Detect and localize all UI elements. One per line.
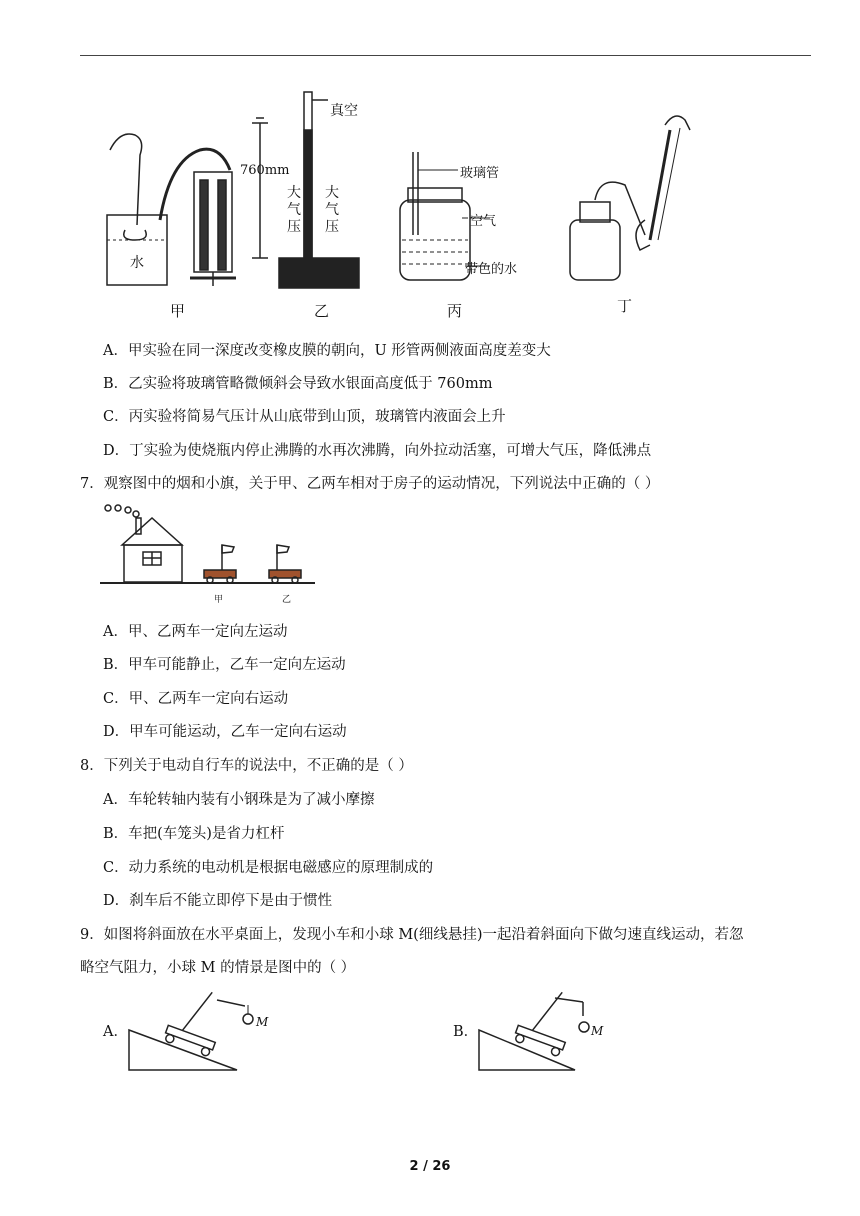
fig-bing-glass-tube-label: 玻璃管 (460, 166, 500, 181)
q7-car-b-label: 乙 (282, 595, 292, 605)
q8-option-a: A．车轮转轴内装有小钢珠是为了减小摩擦 (103, 792, 375, 808)
q8-stem: 8．下列关于电动自行车的说法中，不正确的是（ ） (80, 758, 413, 774)
q7-option-c: C．甲、乙两车一定向右运动 (103, 691, 289, 707)
fig-bing-colored-water-label: 带色的水 (465, 262, 518, 277)
fig-bing-label: 丙 (447, 302, 463, 320)
fig-ding-label: 丁 (617, 297, 633, 315)
figure-jia-drawing (107, 134, 236, 286)
q7-option-a: A．甲、乙两车一定向左运动 (103, 624, 288, 640)
q6-option-a: A．甲实验在同一深度改变橡皮膜的朝向，U 形管两侧液面高度差变大 (103, 343, 551, 359)
q9-stem-line1: 9．如图将斜面放在水平桌面上，发现小车和小球 M(细线悬挂)一起沿着斜面向下做匀速直线运动，若忽 (80, 927, 744, 943)
q9-option-a-figure (125, 982, 245, 1074)
q9-option-a-ball-label: M (256, 1015, 269, 1029)
q7-figure (100, 500, 320, 600)
fig-yi-atm-left: 大气压 (287, 185, 301, 235)
fig-yi-label: 乙 (314, 302, 330, 320)
fig-yi-atm-right: 大气压 (325, 185, 339, 235)
fig-jia-water-label: 水 (130, 255, 144, 271)
q9-stem-line2: 略空气阻力，小球 M 的情景是图中的（ ） (80, 960, 356, 976)
page-number: 2 / 26 (409, 1159, 451, 1174)
fig-yi-vacuum-label: 真空 (330, 103, 358, 119)
q7-stem: 7．观察图中的烟和小旗，关于甲、乙两车相对于房子的运动情况，下列说法中正确的（ ） (80, 476, 660, 492)
q9-option-b-ball-label: M (591, 1024, 604, 1038)
fig-bing-air-label: 空气 (470, 214, 497, 229)
q8-option-c: C．动力系统的电动机是根据电磁感应的原理制成的 (103, 860, 434, 876)
figure-6-illustrations (80, 90, 840, 330)
q7-option-b: B．甲车可能静止，乙车一定向左运动 (103, 657, 346, 673)
q9-option-b-ball (577, 1018, 607, 1042)
q8-option-d: D．刹车后不能立即停下是由于惯性 (103, 893, 333, 909)
figure-ding-drawing (570, 116, 690, 280)
q7-car-a-label: 甲 (214, 595, 224, 605)
header-rule (80, 55, 811, 56)
fig-jia-label: 甲 (170, 302, 186, 320)
q6-option-b: B．乙实验将玻璃管略微倾斜会导致水银面高度低于 760mm (103, 376, 493, 392)
q9-option-b-label: B． (453, 1024, 479, 1040)
fig-yi-height-label: 760mm (240, 163, 290, 178)
q7-option-d: D．甲车可能运动，乙车一定向右运动 (103, 724, 347, 740)
q6-option-c: C．丙实验将简易气压计从山底带到山顶，玻璃管内液面会上升 (103, 409, 506, 425)
q8-option-b: B．车把(车笼头)是省力杠杆 (103, 826, 285, 842)
q6-option-d: D．丁实验为使烧瓶内停止沸腾的水再次沸腾，向外拉动活塞，可增大气压，降低沸点 (103, 443, 652, 459)
q9-option-a-ball (240, 1005, 280, 1039)
figure-yi-drawing (252, 92, 359, 288)
q9-option-a-label: A． (103, 1024, 128, 1040)
